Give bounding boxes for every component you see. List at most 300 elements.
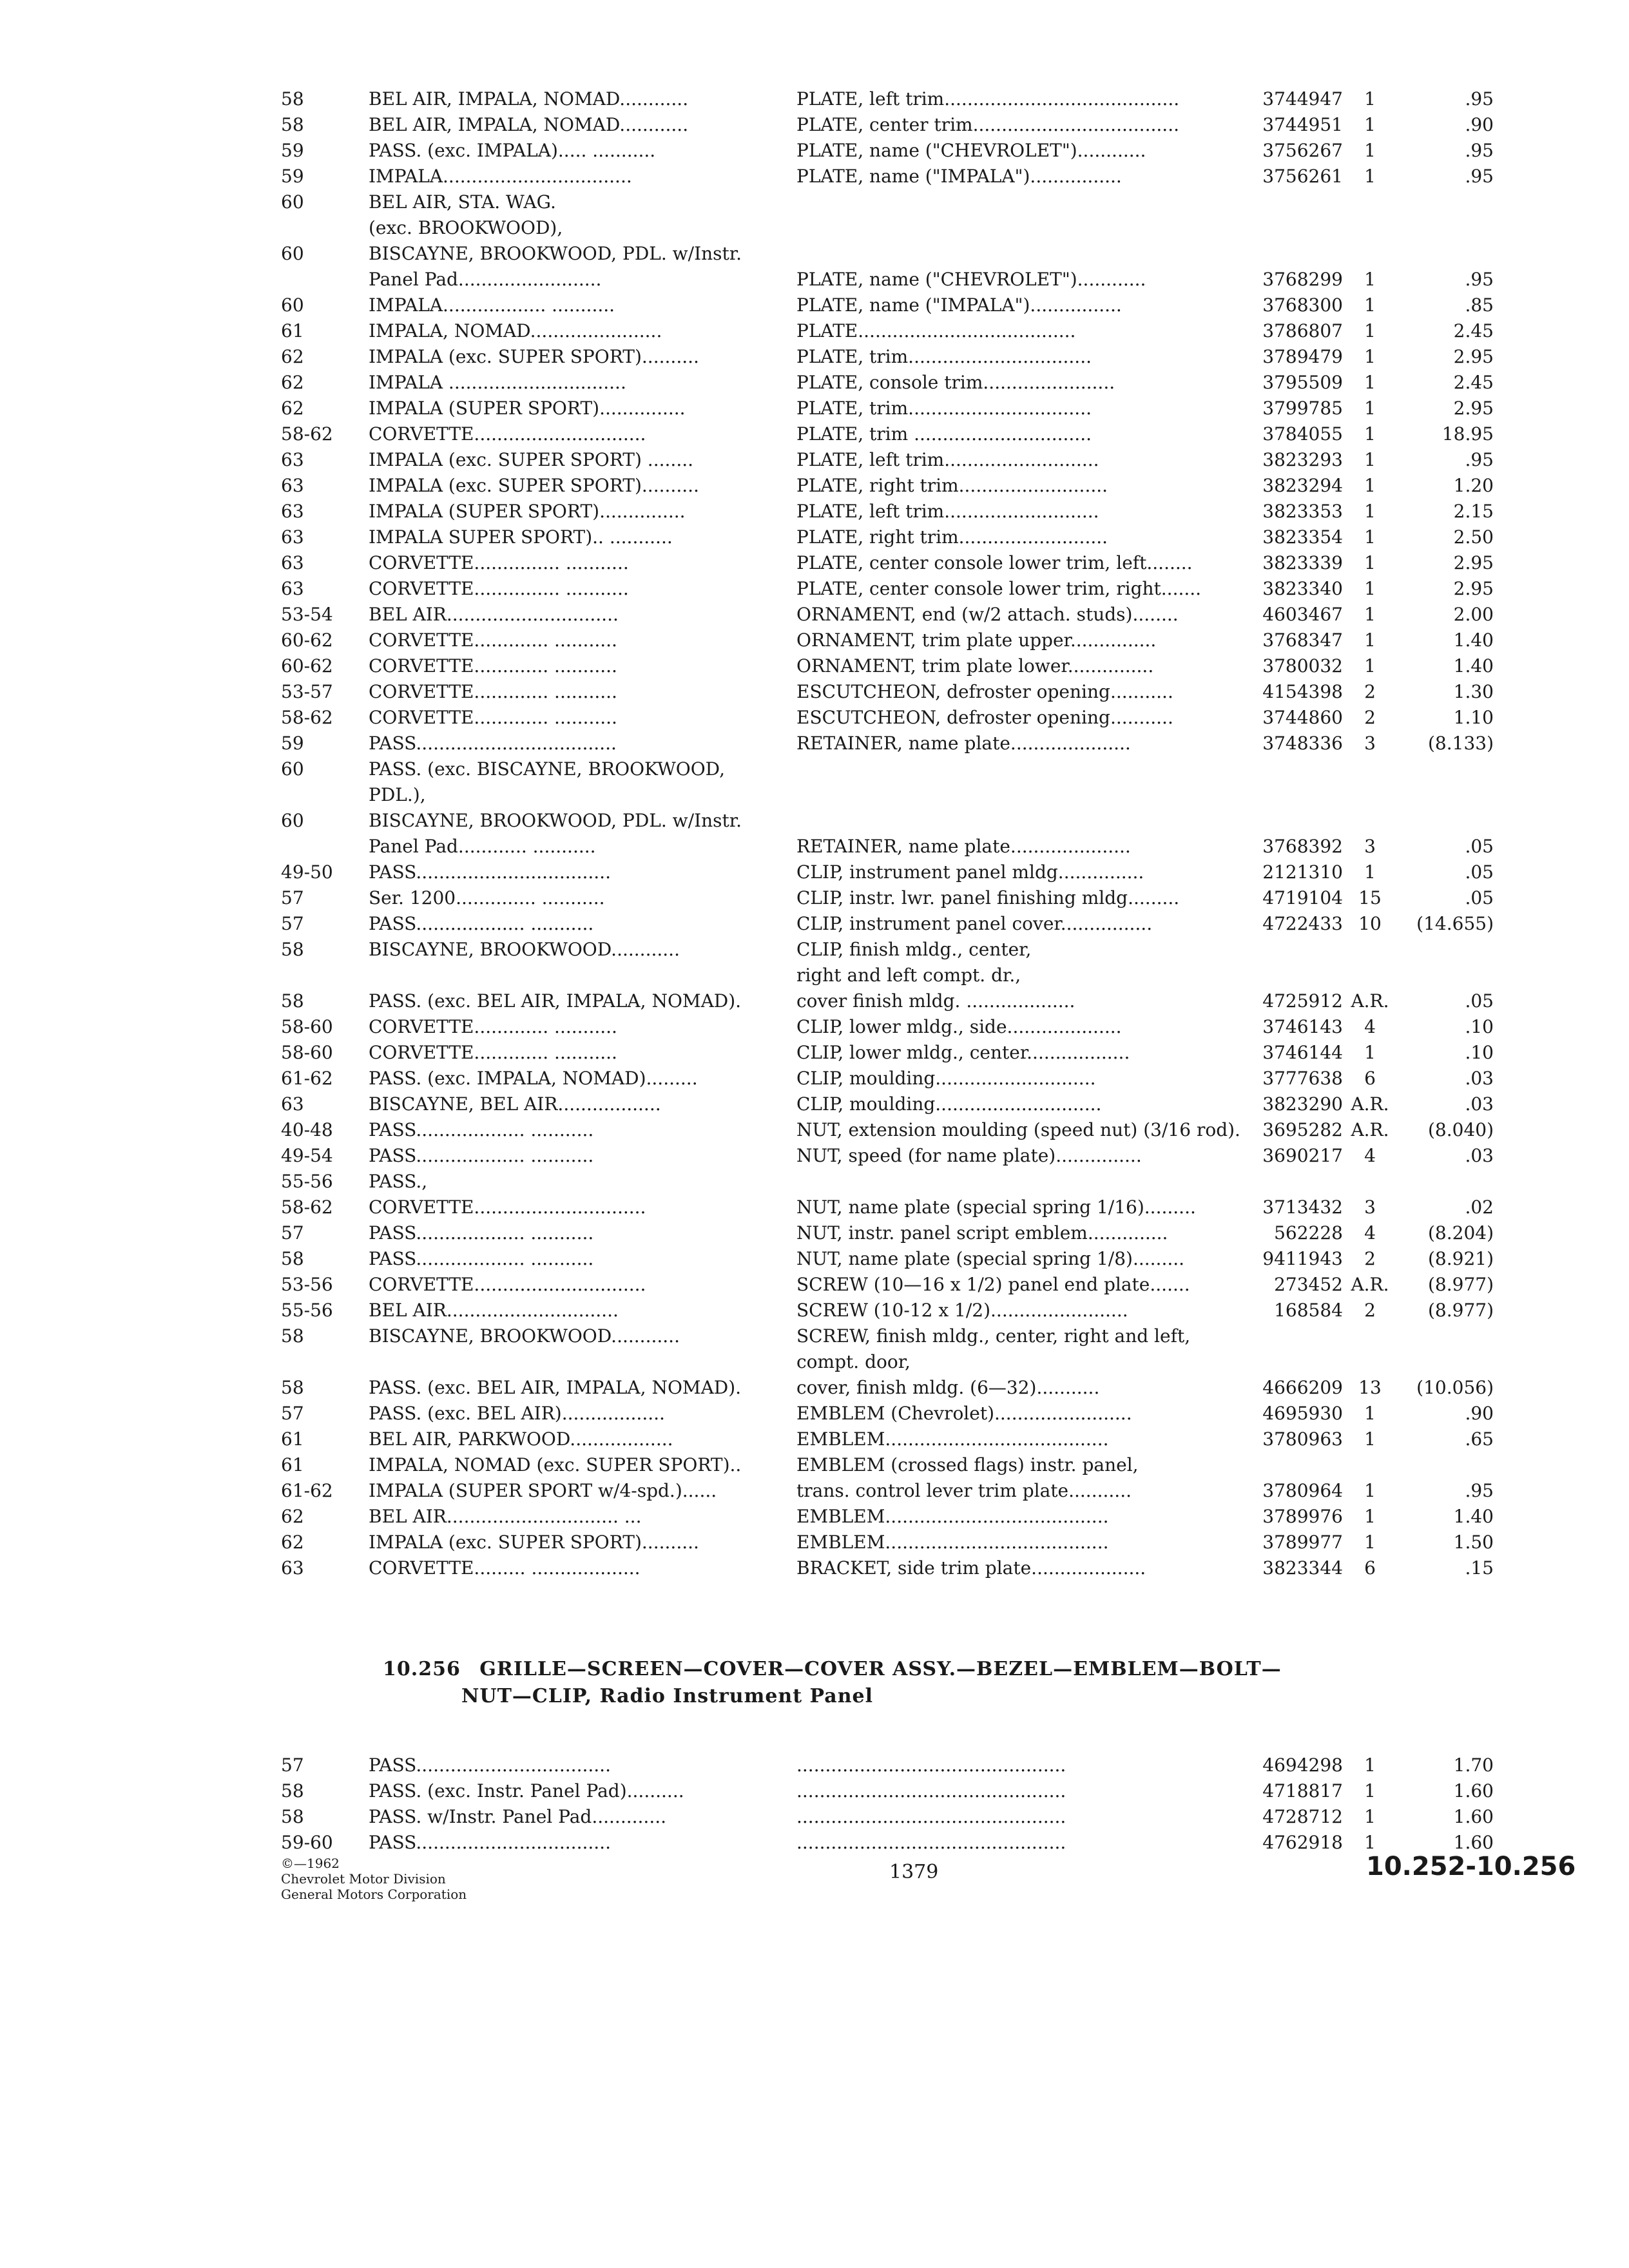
- quantity-cell: 3: [1364, 733, 1376, 754]
- description-cell: ...............................................: [796, 1754, 1066, 1776]
- quantity-cell: 1: [1364, 1042, 1376, 1063]
- table-row: [281, 1555, 1531, 1581]
- price-cell: .05: [1465, 861, 1494, 883]
- table-row: [281, 885, 1531, 911]
- quantity-cell: 2: [1364, 1300, 1376, 1321]
- quantity-cell: A.R.: [1351, 1274, 1389, 1295]
- model-cell: CORVETTE............... ...........: [369, 578, 629, 599]
- year-cell: 58: [281, 88, 304, 110]
- model-cell: IMPALA, NOMAD (exc. SUPER SPORT)..: [369, 1454, 742, 1475]
- table-row: [281, 756, 1531, 782]
- year-cell: 58-62: [281, 1196, 333, 1218]
- table-row: [281, 1427, 1531, 1452]
- description-cell: CLIP, finish mldg., center,: [796, 939, 1032, 960]
- description-cell: ORNAMENT, trim plate lower...............: [796, 655, 1154, 677]
- description-cell: CLIP, instr. lwr. panel finishing mldg.........: [796, 887, 1180, 908]
- year-cell: 57: [281, 1403, 304, 1424]
- table-row: [281, 1117, 1531, 1143]
- model-cell: IMPALA (exc. SUPER SPORT)..........: [369, 475, 699, 496]
- model-cell: CORVETTE............. ...........: [369, 629, 617, 651]
- part-number-cell: 3823293: [1262, 449, 1343, 470]
- quantity-cell: 1: [1364, 1480, 1376, 1501]
- quantity-cell: 1: [1364, 140, 1376, 161]
- description-cell: EMBLEM (Chevrolet)........................: [796, 1403, 1132, 1424]
- description-cell: right and left compt. dr.,: [796, 965, 1021, 986]
- table-row: [281, 1530, 1531, 1555]
- table-row: [281, 344, 1531, 370]
- table-row: [281, 911, 1531, 937]
- part-number-cell: 562228: [1274, 1222, 1343, 1244]
- year-cell: 62: [281, 346, 304, 367]
- price-cell: (14.655): [1416, 913, 1494, 934]
- quantity-cell: 1: [1364, 501, 1376, 522]
- description-cell: EMBLEM (crossed flags) instr. panel,: [796, 1454, 1139, 1475]
- part-number-cell: 3789977: [1262, 1532, 1343, 1553]
- model-cell: PASS. (exc. IMPALA)..... ...........: [369, 140, 656, 161]
- quantity-cell: 1: [1364, 1532, 1376, 1553]
- quantity-cell: 4: [1364, 1222, 1376, 1244]
- year-cell: 57: [281, 887, 304, 908]
- description-cell: cover finish mldg. ...................: [796, 990, 1075, 1012]
- part-number-cell: 3789976: [1262, 1506, 1343, 1527]
- model-cell: PASS................... ...........: [369, 1145, 594, 1166]
- year-cell: 60: [281, 191, 304, 213]
- table-row: [281, 1478, 1531, 1504]
- price-cell: .90: [1465, 114, 1494, 135]
- quantity-cell: 1: [1364, 1832, 1376, 1853]
- price-cell: (8.040): [1427, 1119, 1494, 1140]
- model-cell: Panel Pad............ ...........: [369, 836, 596, 857]
- model-cell: BEL AIR..............................: [369, 1300, 619, 1321]
- quantity-cell: 3: [1364, 836, 1376, 857]
- table-row: [281, 731, 1531, 756]
- model-cell: BISCAYNE, BEL AIR..................: [369, 1093, 661, 1115]
- quantity-cell: 1: [1364, 629, 1376, 651]
- price-cell: 1.60: [1453, 1806, 1494, 1827]
- price-cell: 1.70: [1453, 1754, 1494, 1776]
- year-cell: 62: [281, 398, 304, 419]
- description-cell: PLATE, trim................................: [796, 346, 1092, 367]
- part-number-cell: 4694298: [1262, 1754, 1343, 1776]
- part-number-cell: 4154398: [1262, 681, 1343, 702]
- table-row: [281, 576, 1531, 602]
- description-cell: PLATE......................................: [796, 320, 1076, 341]
- description-cell: PLATE, center trim....................................: [796, 114, 1179, 135]
- price-cell: 1.30: [1453, 681, 1494, 702]
- table-row: [281, 1753, 1531, 1778]
- price-cell: .03: [1465, 1093, 1494, 1115]
- price-cell: 2.15: [1453, 501, 1494, 522]
- table-row: [281, 1246, 1531, 1272]
- part-number-cell: 3823344: [1262, 1557, 1343, 1579]
- table-row: [281, 189, 1531, 215]
- model-cell: CORVETTE............. ...........: [369, 655, 617, 677]
- description-cell: EMBLEM.......................................: [796, 1532, 1109, 1553]
- model-cell: IMPALA.................. ...........: [369, 294, 615, 316]
- footer-credits: [281, 1856, 467, 1902]
- price-cell: .10: [1465, 1016, 1494, 1037]
- part-number-cell: 3823354: [1262, 526, 1343, 548]
- description-cell: EMBLEM.......................................: [796, 1506, 1109, 1527]
- quantity-cell: 1: [1364, 166, 1376, 187]
- quantity-cell: 1: [1364, 604, 1376, 625]
- section-range: 10.252-10.256: [1366, 1852, 1576, 1881]
- year-cell: 58: [281, 1780, 304, 1802]
- description-cell: NUT, extension moulding (speed nut) (3/16 rod).: [796, 1119, 1240, 1140]
- quantity-cell: 1: [1364, 114, 1376, 135]
- year-cell: 59: [281, 166, 304, 187]
- quantity-cell: 1: [1364, 320, 1376, 341]
- part-number-cell: 4695930: [1262, 1403, 1343, 1424]
- table-row: [281, 705, 1531, 731]
- description-cell: PLATE, name ("CHEVROLET")............: [796, 140, 1146, 161]
- part-number-cell: 3744951: [1262, 114, 1343, 135]
- quantity-cell: 2: [1364, 681, 1376, 702]
- year-cell: 61: [281, 320, 304, 341]
- table-row: [281, 293, 1531, 318]
- price-cell: 2.50: [1453, 526, 1494, 548]
- part-number-cell: 3713432: [1262, 1196, 1343, 1218]
- table-row: [281, 1195, 1531, 1220]
- table-row: [281, 1349, 1531, 1375]
- year-cell: 62: [281, 1532, 304, 1553]
- price-cell: (8.204): [1427, 1222, 1494, 1244]
- description-cell: RETAINER, name plate.....................: [796, 836, 1131, 857]
- model-cell: PASS...................................: [369, 733, 617, 754]
- description-cell: CLIP, moulding.............................: [796, 1093, 1102, 1115]
- model-cell: IMPALA (exc. SUPER SPORT)..........: [369, 1532, 699, 1553]
- price-cell: .10: [1465, 1042, 1494, 1063]
- model-cell: (exc. BROOKWOOD),: [369, 217, 563, 238]
- price-cell: .95: [1465, 166, 1494, 187]
- model-cell: PASS................... ...........: [369, 1222, 594, 1244]
- year-cell: 59-60: [281, 1832, 333, 1853]
- description-cell: PLATE, right trim..........................: [796, 475, 1108, 496]
- year-cell: 58: [281, 1248, 304, 1269]
- table-row: [281, 499, 1531, 524]
- part-number-cell: 3744947: [1262, 88, 1343, 110]
- table-row: [281, 782, 1531, 808]
- part-number-cell: 2121310: [1262, 861, 1343, 883]
- quantity-cell: 3: [1364, 1196, 1376, 1218]
- price-cell: .05: [1465, 887, 1494, 908]
- year-cell: 53-56: [281, 1274, 333, 1295]
- table-row: [281, 1272, 1531, 1298]
- year-cell: 58-60: [281, 1042, 333, 1063]
- part-number-cell: 3780964: [1262, 1480, 1343, 1501]
- description-cell: PLATE, left trim...........................: [796, 501, 1099, 522]
- year-cell: 58: [281, 990, 304, 1012]
- quantity-cell: 1: [1364, 1428, 1376, 1450]
- part-number-cell: 3789479: [1262, 346, 1343, 367]
- model-cell: IMPALA (SUPER SPORT)...............: [369, 501, 686, 522]
- model-cell: BEL AIR, PARKWOOD..................: [369, 1428, 673, 1450]
- year-cell: 60: [281, 294, 304, 316]
- year-cell: 40-48: [281, 1119, 333, 1140]
- description-cell: CLIP, lower mldg., side....................: [796, 1016, 1122, 1037]
- year-cell: 61: [281, 1454, 304, 1475]
- quantity-cell: 1: [1364, 475, 1376, 496]
- section-heading: [383, 1656, 1349, 1710]
- table-row: [281, 628, 1531, 653]
- part-number-cell: 3823339: [1262, 552, 1343, 573]
- model-cell: IMPALA, NOMAD.......................: [369, 320, 662, 341]
- table-row: [281, 1143, 1531, 1169]
- quantity-cell: 1: [1364, 578, 1376, 599]
- table-row: [281, 421, 1531, 447]
- model-cell: BISCAYNE, BROOKWOOD............: [369, 939, 680, 960]
- price-cell: 2.95: [1453, 578, 1494, 599]
- part-number-cell: 4762918: [1262, 1832, 1343, 1853]
- table-row: [281, 473, 1531, 499]
- table-row: [281, 1066, 1531, 1091]
- quantity-cell: 15: [1358, 887, 1382, 908]
- price-cell: 2.00: [1453, 604, 1494, 625]
- year-cell: 49-54: [281, 1145, 333, 1166]
- part-number-cell: 3768300: [1262, 294, 1343, 316]
- table-row: [281, 1220, 1531, 1246]
- table-row: [281, 1401, 1531, 1427]
- model-cell: IMPALA SUPER SPORT).. ...........: [369, 526, 673, 548]
- price-cell: .05: [1465, 990, 1494, 1012]
- description-cell: PLATE, name ("IMPALA")................: [796, 166, 1122, 187]
- description-cell: NUT, speed (for name plate)...............: [796, 1145, 1142, 1166]
- table-row: [281, 447, 1531, 473]
- part-number-cell: 3768392: [1262, 836, 1343, 857]
- part-number-cell: 3823353: [1262, 501, 1343, 522]
- table-row: [281, 834, 1531, 860]
- part-number-cell: 3768299: [1262, 269, 1343, 290]
- price-cell: 2.95: [1453, 346, 1494, 367]
- model-cell: CORVETTE..............................: [369, 1274, 646, 1295]
- part-number-cell: 4722433: [1262, 913, 1343, 934]
- quantity-cell: A.R.: [1351, 1093, 1389, 1115]
- quantity-cell: 1: [1364, 655, 1376, 677]
- quantity-cell: 13: [1358, 1377, 1382, 1398]
- model-cell: BEL AIR..............................: [369, 604, 619, 625]
- price-cell: .02: [1465, 1196, 1494, 1218]
- description-cell: PLATE, left trim.........................................: [796, 88, 1180, 110]
- year-cell: 49-50: [281, 861, 333, 883]
- model-cell: Panel Pad.........................: [369, 269, 602, 290]
- model-cell: Ser. 1200.............. ...........: [369, 887, 605, 908]
- year-cell: 58-62: [281, 707, 333, 728]
- table-row: [281, 963, 1531, 988]
- year-cell: 57: [281, 1754, 304, 1776]
- year-cell: 59: [281, 733, 304, 754]
- price-cell: .95: [1465, 269, 1494, 290]
- description-cell: SCREW, finish mldg., center, right and left,: [796, 1325, 1191, 1347]
- description-cell: CLIP, instrument panel mldg...............: [796, 861, 1144, 883]
- description-cell: cover, finish mldg. (6—32)...........: [796, 1377, 1100, 1398]
- model-cell: PASS..................................: [369, 861, 611, 883]
- year-cell: 57: [281, 1222, 304, 1244]
- description-cell: EMBLEM.......................................: [796, 1428, 1109, 1450]
- model-cell: BISCAYNE, BROOKWOOD............: [369, 1325, 680, 1347]
- table-row: [281, 1091, 1531, 1117]
- description-cell: ESCUTCHEON, defroster opening...........: [796, 707, 1173, 728]
- part-number-cell: 4728712: [1262, 1806, 1343, 1827]
- table-row: [281, 602, 1531, 628]
- table-row: [281, 1298, 1531, 1323]
- part-number-cell: 168584: [1274, 1300, 1343, 1321]
- quantity-cell: 1: [1364, 346, 1376, 367]
- model-cell: IMPALA (SUPER SPORT w/4-spd.)......: [369, 1480, 717, 1501]
- year-cell: 58: [281, 114, 304, 135]
- table-row: [281, 112, 1531, 138]
- part-number-cell: 3756267: [1262, 140, 1343, 161]
- section-title-line-1: GRILLE—SCREEN—COVER—COVER ASSY.—BEZEL—EMBLEM—BOLT—: [479, 1658, 1282, 1680]
- section-number: 10.256: [383, 1658, 461, 1680]
- quantity-cell: 4: [1364, 1145, 1376, 1166]
- copyright: ©—1962: [281, 1856, 340, 1871]
- quantity-cell: 1: [1364, 88, 1376, 110]
- part-number-cell: 3786807: [1262, 320, 1343, 341]
- model-cell: PASS.,: [369, 1171, 428, 1192]
- description-cell: PLATE, trim................................: [796, 398, 1092, 419]
- part-number-cell: 4718817: [1262, 1780, 1343, 1802]
- year-cell: 61-62: [281, 1068, 333, 1089]
- table-row: [281, 86, 1531, 112]
- part-number-cell: 3795509: [1262, 372, 1343, 393]
- model-cell: IMPALA (exc. SUPER SPORT) ........: [369, 449, 694, 470]
- model-cell: PASS................... ...........: [369, 1248, 594, 1269]
- description-cell: ORNAMENT, trim plate upper...............: [796, 629, 1157, 651]
- description-cell: ...............................................: [796, 1806, 1066, 1827]
- quantity-cell: 1: [1364, 423, 1376, 445]
- year-cell: 60: [281, 758, 304, 780]
- description-cell: RETAINER, name plate.....................: [796, 733, 1131, 754]
- part-number-cell: 4666209: [1262, 1377, 1343, 1398]
- model-cell: CORVETTE..............................: [369, 423, 646, 445]
- parts-table: [281, 86, 1531, 1581]
- quantity-cell: 1: [1364, 398, 1376, 419]
- price-cell: .03: [1465, 1068, 1494, 1089]
- table-row: [281, 1504, 1531, 1530]
- price-cell: 2.95: [1453, 398, 1494, 419]
- model-cell: PASS. (exc. BISCAYNE, BROOKWOOD,: [369, 758, 726, 780]
- price-cell: 1.60: [1453, 1780, 1494, 1802]
- year-cell: 53-57: [281, 681, 333, 702]
- division-name: Chevrolet Motor Division: [281, 1871, 446, 1887]
- part-number-cell: 4603467: [1262, 604, 1343, 625]
- description-cell: ORNAMENT, end (w/2 attach. studs)........: [796, 604, 1179, 625]
- table-row: [281, 1375, 1531, 1401]
- part-number-cell: 9411943: [1262, 1248, 1343, 1269]
- quantity-cell: 1: [1364, 372, 1376, 393]
- price-cell: 1.60: [1453, 1832, 1494, 1853]
- price-cell: .95: [1465, 88, 1494, 110]
- quantity-cell: 10: [1358, 913, 1382, 934]
- table-row: [281, 1014, 1531, 1040]
- part-number-cell: 3799785: [1262, 398, 1343, 419]
- quantity-cell: 1: [1364, 1506, 1376, 1527]
- table-row: [281, 267, 1531, 293]
- model-cell: PASS. (exc. BEL AIR, IMPALA, NOMAD).: [369, 990, 742, 1012]
- quantity-cell: 1: [1364, 294, 1376, 316]
- price-cell: .95: [1465, 449, 1494, 470]
- part-number-cell: 3690217: [1262, 1145, 1343, 1166]
- price-cell: (8.133): [1427, 733, 1494, 754]
- year-cell: 62: [281, 1506, 304, 1527]
- model-cell: PASS. (exc. IMPALA, NOMAD).........: [369, 1068, 698, 1089]
- description-cell: PLATE, name ("IMPALA")................: [796, 294, 1122, 316]
- table-row: [281, 1169, 1531, 1195]
- price-cell: .05: [1465, 836, 1494, 857]
- model-cell: PASS. (exc. BEL AIR)..................: [369, 1403, 665, 1424]
- quantity-cell: 1: [1364, 552, 1376, 573]
- table-row: [281, 1830, 1531, 1856]
- year-cell: 63: [281, 1093, 304, 1115]
- table-row: [281, 138, 1531, 164]
- model-cell: IMPALA.................................: [369, 166, 632, 187]
- quantity-cell: 1: [1364, 861, 1376, 883]
- part-number-cell: 3746144: [1262, 1042, 1343, 1063]
- part-number-cell: 3746143: [1262, 1016, 1343, 1037]
- description-cell: SCREW (10—16 x 1/2) panel end plate.......: [796, 1274, 1190, 1295]
- table-row: [281, 1804, 1531, 1830]
- model-cell: CORVETTE............. ...........: [369, 1016, 617, 1037]
- table-row: [281, 988, 1531, 1014]
- model-cell: PASS. (exc. Instr. Panel Pad)..........: [369, 1780, 684, 1802]
- description-cell: BRACKET, side trim plate....................: [796, 1557, 1146, 1579]
- part-number-cell: 3756261: [1262, 166, 1343, 187]
- description-cell: trans. control lever trim plate...........: [796, 1480, 1132, 1501]
- table-row: [281, 241, 1531, 267]
- year-cell: 63: [281, 526, 304, 548]
- year-cell: 55-56: [281, 1300, 333, 1321]
- description-cell: PLATE, left trim...........................: [796, 449, 1099, 470]
- year-cell: 58: [281, 1377, 304, 1398]
- model-cell: BEL AIR.............................. ...: [369, 1506, 642, 1527]
- table-row: [281, 1040, 1531, 1066]
- description-cell: compt. door,: [796, 1351, 911, 1372]
- table-row: [281, 396, 1531, 421]
- page-number: 1379: [889, 1861, 939, 1883]
- price-cell: .95: [1465, 140, 1494, 161]
- table-row: [281, 215, 1531, 241]
- year-cell: 63: [281, 475, 304, 496]
- description-cell: CLIP, lower mldg., center..................: [796, 1042, 1130, 1063]
- part-number-cell: 4719104: [1262, 887, 1343, 908]
- year-cell: 58: [281, 939, 304, 960]
- price-cell: 1.40: [1453, 655, 1494, 677]
- year-cell: 60-62: [281, 629, 333, 651]
- model-cell: CORVETTE............... ...........: [369, 552, 629, 573]
- model-cell: IMPALA (exc. SUPER SPORT)..........: [369, 346, 699, 367]
- price-cell: .65: [1465, 1428, 1494, 1450]
- part-number-cell: 3777638: [1262, 1068, 1343, 1089]
- year-cell: 57: [281, 913, 304, 934]
- price-cell: 1.40: [1453, 629, 1494, 651]
- price-cell: .90: [1465, 1403, 1494, 1424]
- model-cell: BISCAYNE, BROOKWOOD, PDL. w/Instr.: [369, 810, 742, 831]
- description-cell: ESCUTCHEON, defroster opening...........: [796, 681, 1173, 702]
- quantity-cell: A.R.: [1351, 1119, 1389, 1140]
- table-row: [281, 937, 1531, 963]
- model-cell: CORVETTE............. ...........: [369, 707, 617, 728]
- quantity-cell: 2: [1364, 1248, 1376, 1269]
- price-cell: 2.95: [1453, 552, 1494, 573]
- year-cell: 58-60: [281, 1016, 333, 1037]
- price-cell: (8.921): [1427, 1248, 1494, 1269]
- price-cell: 2.45: [1453, 320, 1494, 341]
- quantity-cell: 4: [1364, 1016, 1376, 1037]
- section-parts-table: [281, 1753, 1531, 1856]
- year-cell: 61: [281, 1428, 304, 1450]
- model-cell: CORVETTE..............................: [369, 1196, 646, 1218]
- table-row: [281, 370, 1531, 396]
